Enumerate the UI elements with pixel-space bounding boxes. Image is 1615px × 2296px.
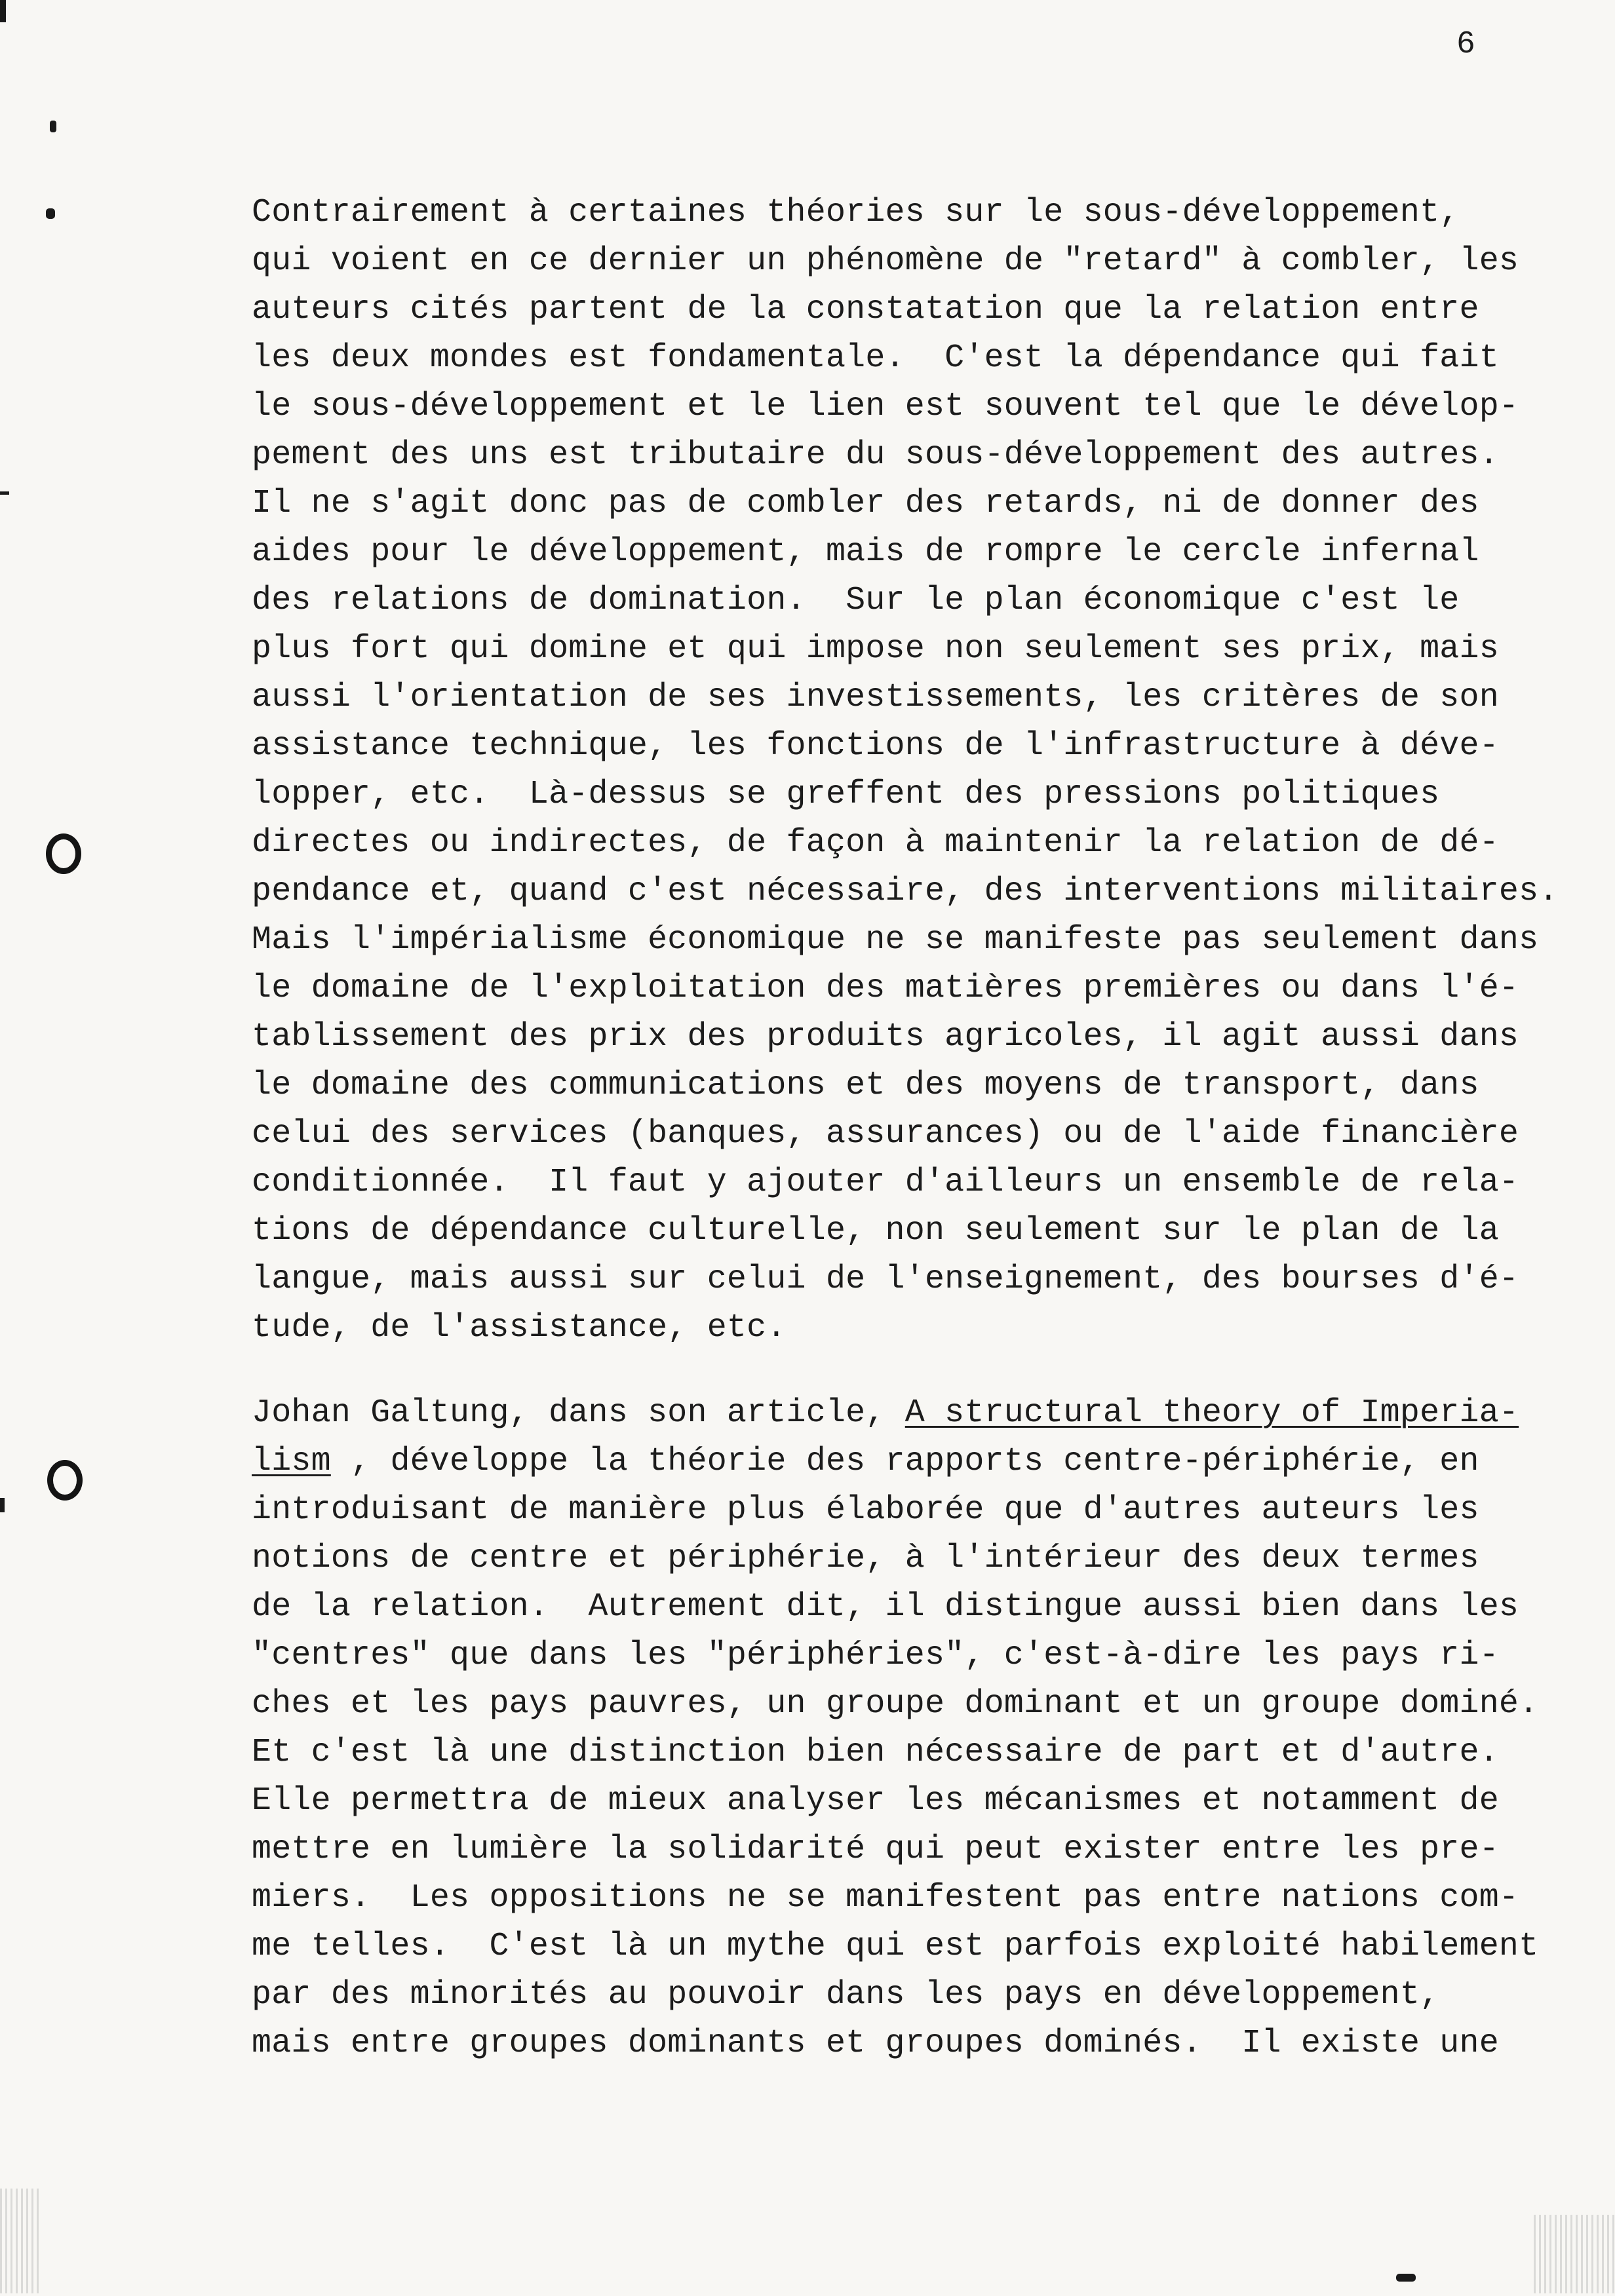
text-line: pement des uns est tributaire du sous-développement des autres. [252, 436, 1499, 474]
text-line: Et c'est là une distinction bien nécessaire de part et d'autre. [252, 1734, 1499, 1771]
text-line: langue, mais aussi sur celui de l'enseignement, des bourses d'é- [252, 1261, 1519, 1298]
text-line: par des minorités au pouvoir dans les pays en développement, [252, 1976, 1440, 2014]
text-run: , développe la théorie des rapports centre-périphérie, en [330, 1443, 1479, 1480]
corner-scan-mark [0, 0, 6, 22]
text-line: de la relation. Autrement dit, il distingue aussi bien dans les [252, 1588, 1519, 1626]
paragraph-2 [252, 1389, 1582, 2068]
margin-dot-1 [50, 121, 56, 132]
text-line: le sous-développement et le lien est souvent tel que le dévelop- [252, 388, 1519, 425]
text-line: Il ne s'agit donc pas de combler des retards, ni de donner des [252, 485, 1479, 522]
text-line: tude, de l'assistance, etc. [252, 1309, 787, 1347]
paragraph-1 [252, 189, 1582, 1352]
text-line: le domaine de l'exploitation des matières premières ou dans l'é- [252, 970, 1519, 1007]
text-line: plus fort qui domine et qui impose non seulement ses prix, mais [252, 630, 1499, 668]
scan-noise-bottom-right [1534, 2215, 1615, 2293]
margin-tick [0, 1498, 5, 1512]
scan-smudge-bottom [1396, 2274, 1416, 2282]
scan-noise-bottom-left [0, 2189, 39, 2293]
text-line: mettre en lumière la solidarité qui peut exister entre les pre- [252, 1831, 1499, 1868]
text-line: "centres" que dans les "périphéries", c'est-à-dire les pays ri- [252, 1637, 1499, 1674]
text-line: lopper, etc. Là-dessus se greffent des pressions politiques [252, 776, 1440, 813]
article-title: A structural theory of Imperia- [905, 1394, 1519, 1432]
article-title: lism [252, 1443, 331, 1480]
text-line [252, 1389, 1582, 1438]
punch-hole-upper [46, 833, 81, 874]
text-line: le domaine des communications et des moyens de transport, dans [252, 1067, 1479, 1104]
text-line: les deux mondes est fondamentale. C'est la dépendance qui fait [252, 339, 1499, 377]
text-line: miers. Les oppositions ne se manifestent pas entre nations com- [252, 1879, 1519, 1917]
text-line: me telles. C'est là un mythe qui est parfois exploité habilement [252, 1928, 1539, 1965]
text-line: notions de centre et périphérie, à l'intérieur des deux termes [252, 1540, 1479, 1577]
page-number: 6 [1456, 27, 1475, 62]
text-line: auteurs cités partent de la constatation que la relation entre [252, 291, 1479, 328]
text-line: conditionnée. Il faut y ajouter d'ailleurs un ensemble de rela- [252, 1164, 1519, 1201]
margin-dot-2 [46, 208, 55, 219]
text-line: tions de dépendance culturelle, non seulement sur le plan de la [252, 1212, 1499, 1250]
punch-hole-lower [47, 1460, 83, 1501]
text-run: Johan Galtung, dans son article, [252, 1394, 905, 1432]
text-line: introduisant de manière plus élaborée que d'autres auteurs les [252, 1491, 1479, 1529]
margin-dash [0, 491, 9, 495]
text-line: celui des services (banques, assurances) ou de l'aide financière [252, 1115, 1519, 1153]
text-line [252, 1438, 1582, 1486]
text-line: Contrairement à certaines théories sur le sous-développement, [252, 194, 1460, 231]
text-line: des relations de domination. Sur le plan économique c'est le [252, 582, 1460, 619]
text-line: directes ou indirectes, de façon à maintenir la relation de dé- [252, 824, 1499, 862]
text-line: aussi l'orientation de ses investissements, les critères de son [252, 679, 1499, 716]
text-line: qui voient en ce dernier un phénomène de "retard" à combler, les [252, 242, 1519, 280]
text-line: assistance technique, les fonctions de l'infrastructure à déve- [252, 727, 1499, 765]
text-line: aides pour le développement, mais de rompre le cercle infernal [252, 533, 1479, 571]
text-line: pendance et, quand c'est nécessaire, des interventions militaires. [252, 873, 1559, 910]
text-line: tablissement des prix des produits agricoles, il agit aussi dans [252, 1018, 1519, 1056]
text-line: ches et les pays pauvres, un groupe dominant et un groupe dominé. [252, 1685, 1539, 1723]
text-line: Elle permettra de mieux analyser les mécanismes et notamment de [252, 1782, 1499, 1820]
text-line: Mais l'impérialisme économique ne se manifeste pas seulement dans [252, 921, 1539, 959]
text-line: mais entre groupes dominants et groupes dominés. Il existe une [252, 2025, 1499, 2062]
